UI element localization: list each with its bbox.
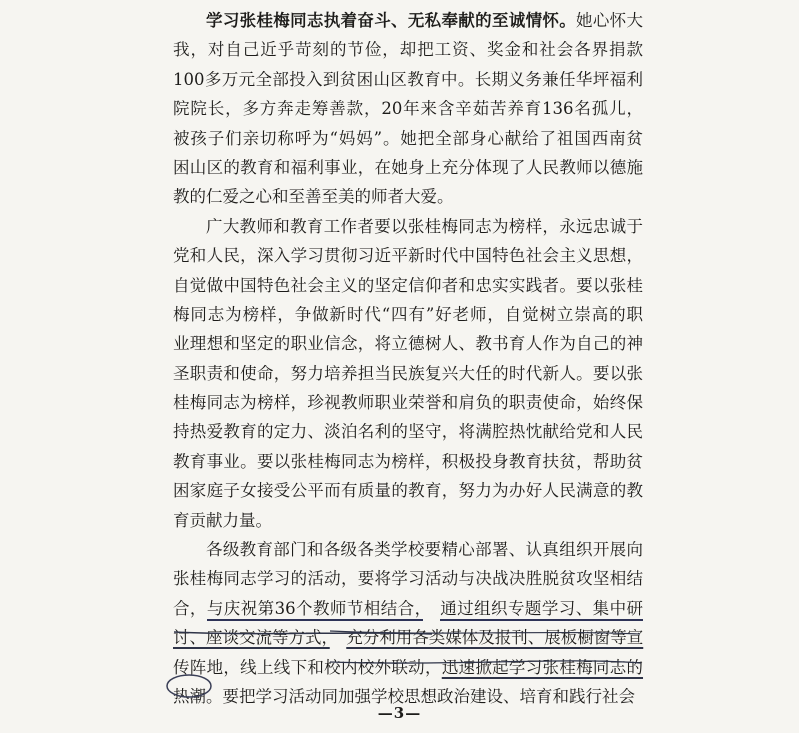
- paragraph-2-line-7: 桂梅同志为榜样，珍视教师职业荣誉和肩负的职责使命，始终保: [173, 393, 643, 413]
- paragraph-1-line-4: 院院长，多方奔走筹善款，20年来含辛茹苦养育136名孤儿，: [173, 99, 643, 119]
- paragraph-1-line-3: 100多万元全部投入到贫困山区教育中。长期义务兼任华坪福利: [173, 69, 643, 89]
- line-tail: 她心怀大: [576, 11, 644, 30]
- paragraph-2-line-8: 持热爱教育的定力、淡泊名利的坚守，将满腔热忱献给党和人民: [173, 422, 643, 442]
- pen-stroke-line-5: [330, 661, 641, 663]
- text-segment: 传阵地，线上线下和校内校外联动，: [173, 657, 442, 677]
- pen-underline-media: 充分利用各类媒体及报刊、展板橱窗等宣: [346, 628, 644, 648]
- paragraph-2-line-6: 圣职责和使命，努力培养担当民族复兴大任的时代新人。要以张: [173, 363, 643, 383]
- circle-mark-hot-wave: [167, 675, 211, 697]
- paragraph-2-line-10: 困家庭子女接受公平而有质量的教育，努力为办好人民满意的教: [173, 481, 643, 501]
- paragraph-1-line-6: 困山区的教育和福利事业，在她身上充分体现了人民教师以德施: [173, 157, 643, 177]
- paragraph-2-line-5: 业理想和坚定的职业信念，将立德树人、教书育人作为自己的神: [173, 334, 643, 354]
- pen-underline-study: 通过组织专题学习、集中研: [440, 599, 643, 621]
- text-segment: 。要把学习活动同加强学校思想政治建设、培育和践行社会: [206, 686, 635, 706]
- paragraph-2-line-1: 广大教师和教育工作者要以张桂梅同志为榜样，永远忠诚于: [206, 216, 643, 236]
- bold-heading-sentence: 学习张桂梅同志执着奋斗、无私奉献的至诚情怀。: [206, 11, 577, 30]
- paragraph-2-line-2: 党和人民，深入学习贯彻习近平新时代中国特色社会主义思想，: [173, 246, 643, 266]
- page-number: —3—: [377, 704, 422, 722]
- paragraph-2-line-4: 梅同志为榜样，争做新时代“四有”好老师，自觉树立崇高的职: [173, 304, 643, 324]
- paragraph-3-line-1: 各级教育部门和各级各类学校要精心部署、认真组织开展向: [206, 540, 643, 560]
- pen-underline-teachers-day: 与庆祝第36个教师节相结合，: [207, 599, 423, 621]
- paragraph-1-line-7: 教的仁爱之心和至善至美的师者大爱。: [173, 187, 454, 207]
- pen-underline-discussion: 讨、座谈交流等方式，: [173, 628, 330, 648]
- paragraph-2-line-3: 自觉做中国特色社会主义的坚定信仰者和忠实实践者。要以张桂: [173, 275, 643, 295]
- circled-word: 热潮: [173, 686, 206, 706]
- paragraph-2-line-9: 教育事业。要以张桂梅同志为榜样，积极投身教育扶贫，帮助贫: [173, 451, 643, 471]
- paragraph-1-line-5: 被孩子们亲切称呼为“妈妈”。她把全部身心献给了祖国西南贫: [173, 128, 643, 148]
- text-segment: 合，: [173, 598, 207, 618]
- paragraph-2-line-11: 育贡献力量。: [173, 510, 272, 530]
- pen-underline-upsurge: 迅速掀起学习张桂梅同志的: [441, 657, 644, 677]
- paragraph-3-line-2: 张桂梅同志学习的活动，要将学习活动与决战决胜脱贫攻坚相结: [173, 569, 643, 589]
- paragraph-1-line-2: 我，对自己近乎苛刻的节俭，却把工资、奖金和社会各界捐款: [173, 40, 643, 60]
